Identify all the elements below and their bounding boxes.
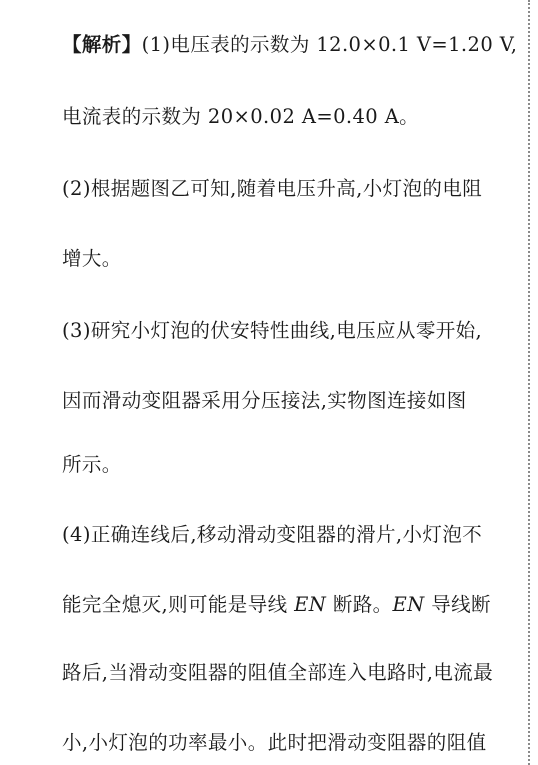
wire-label: EN [392, 593, 425, 616]
solution-text: (2)根据题图乙可知,随着电压升高,小灯泡的电阻 [62, 177, 483, 200]
solution-text: 导线断 [424, 593, 491, 616]
solution-text: (1)电压表的示数为 12.0×0.1 V=1.20 V, [141, 33, 518, 56]
solution-line-5 [62, 318, 522, 344]
solution-line-2 [62, 104, 522, 130]
solution-line-7 [62, 452, 522, 478]
wire-label: EN [294, 593, 327, 616]
solution-line-1 [62, 32, 522, 58]
solution-text: 增大。 [62, 247, 122, 270]
solution-line-9 [62, 592, 522, 618]
solution-line-4 [62, 246, 522, 272]
solution-text: 所示。 [62, 453, 122, 476]
solution-line-8 [62, 522, 522, 548]
solution-label: 【解析】 [62, 33, 142, 56]
solution-line-6 [62, 388, 522, 414]
solution-line-10 [62, 660, 522, 686]
solution-text: (3)研究小灯泡的伏安特性曲线,电压应从零开始, [62, 319, 483, 342]
solution-text: 小,小灯泡的功率最小。此时把滑动变阻器的阻值 [62, 731, 487, 754]
solution-text: 断路。 [326, 593, 393, 616]
solution-line-3 [62, 176, 522, 202]
solution-line-11 [62, 730, 522, 756]
solution-text: 能完全熄灭,则可能是导线 [62, 593, 295, 616]
page-edge-divider [528, 0, 530, 765]
solution-text: 路后,当滑动变阻器的阻值全部连入电路时,电流最 [62, 661, 494, 684]
solution-text: 电流表的示数为 20×0.02 A=0.40 A。 [62, 105, 420, 128]
solution-text: (4)正确连线后,移动滑动变阻器的滑片,小灯泡不 [62, 523, 483, 546]
solution-text: 因而滑动变阻器采用分压接法,实物图连接如图 [62, 389, 467, 412]
